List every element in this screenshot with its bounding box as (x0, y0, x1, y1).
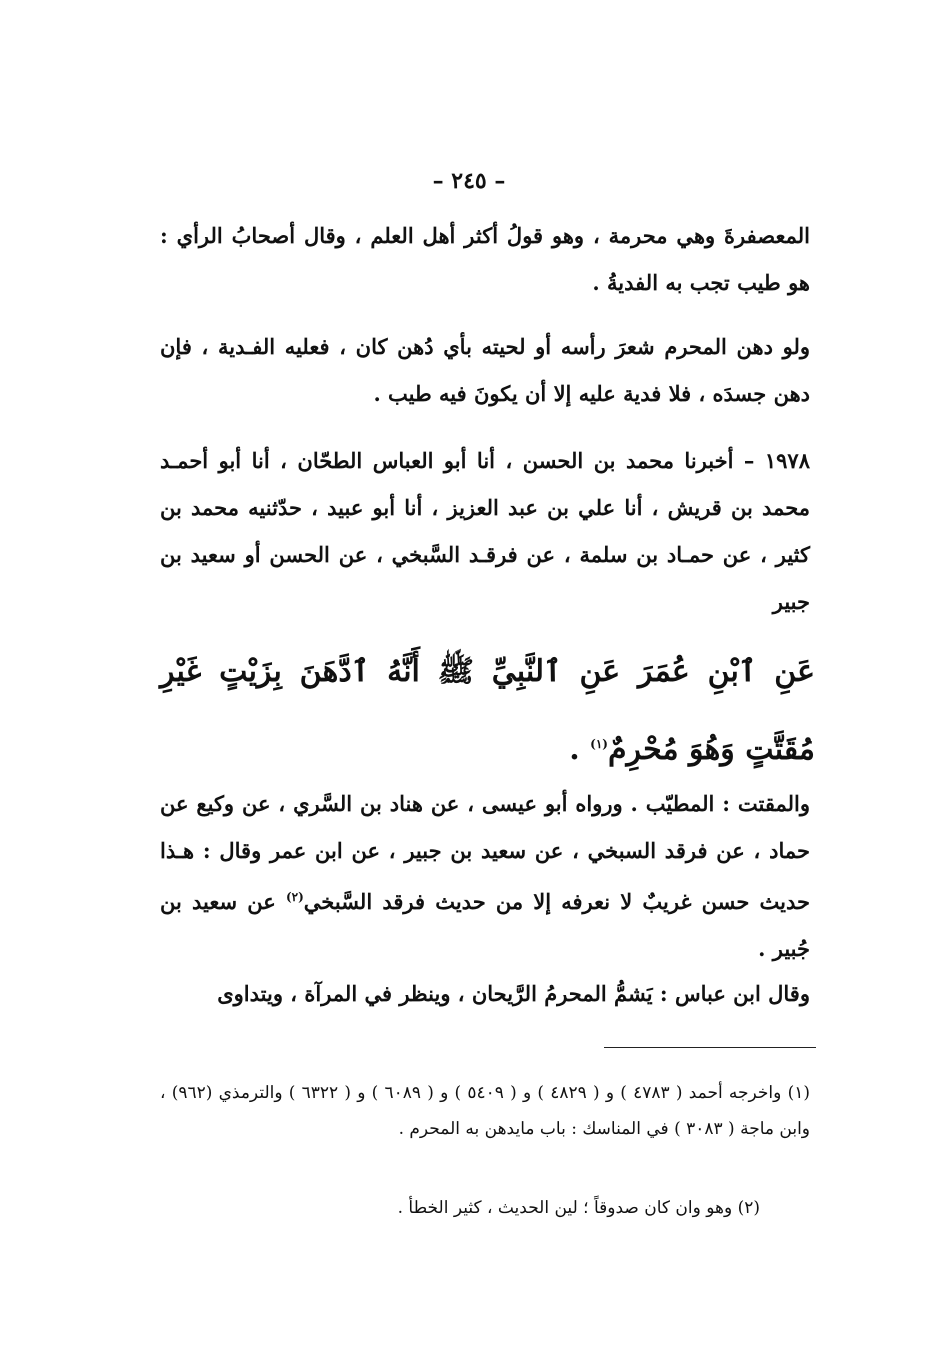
hadith-text (160, 636, 815, 786)
paragraph-5: وقال ابن عباس : يَشمُّ المحرمُ الرَّيحان ، وينظر في المرآة ، ويتداوى (217, 981, 810, 1006)
footnote-ref-1: (١) (590, 737, 608, 751)
hadith-end: . (569, 732, 591, 767)
footnote-2: (٢) وهو وان كان صدوقاً ؛ لين الحديث ، كثير الخطأ . (397, 1198, 760, 1218)
paragraph-2: ولو دهن المحرم شعرَ رأسه أو لحيته بأي دُهن كان ، فعليه الفـدية ، فإن دهن جسدَه ، فلا فدية عليه إلا أن يكونَ فيه طيب . (160, 334, 810, 406)
hadith-chain-paragraph: ١٩٧٨ – أخبرنا محمد بن الحسن ، أنا أبو العباس الطحّان ، أنا أبو أحمـد محمد بن قريش ، أنا علي بن عبد العزيز ، أنا أبو عبيد ، حدّثنيه محمد بن كثير ، عن حمـاد بن سلمة ، عن فرقـد السَّبخي ، عن الحسن أو سعيد بن جبير (160, 448, 810, 614)
footnote-1: (١) واخرجه أحمد ( ٤٧٨٣ ) و ( ٤٨٢٩ ) و ( ٥٤٠٩ ) و ( ٦٠٨٩ ) و ( ٦٣٢٢ ) والترمذي (٩٦٢) ، وابن ماجة ( ٣٠٨٣ ) في المناسك : باب مايدهن به المحرم . (160, 1083, 810, 1139)
commentary-text: والمقتت : المطيّب . ورواه أبو عيسى ، عن هناد بن السَّري ، عن وكيع عن حماد ، عن فرقد السبخي ، عن سعيد بن جبير ، عن ابن عمر وقال : هـذا حديث حسن غريبٌ لا نعرفه إلا من حديث فرقد السَّبخي (160, 791, 810, 914)
commentary-end: عن سعيد بن جُبير . (160, 889, 810, 961)
commentary-paragraph (160, 780, 810, 972)
paragraph-1: المعصفرةَ وهي محرمة ، وهو قولُ أكثر أهل العلم ، وقال أصحابُ الرأي : هو طيب تجب به الفديةُ . (160, 223, 810, 295)
hadith-body: عَنِ ٱبْنِ عُمَرَ عَنِ ٱلنَّبِيِّ ﷺ أَنَّهُ ٱدَّهَنَ بِزَيْتٍ غَيْرِ مُقَتَّتٍ وَهُوَ مُحْرِمٌ (160, 654, 815, 767)
footnote-divider (604, 1047, 816, 1048)
page-number: – ٢٤٥ – (432, 168, 506, 194)
footnote-ref-2: (٢) (285, 890, 304, 904)
